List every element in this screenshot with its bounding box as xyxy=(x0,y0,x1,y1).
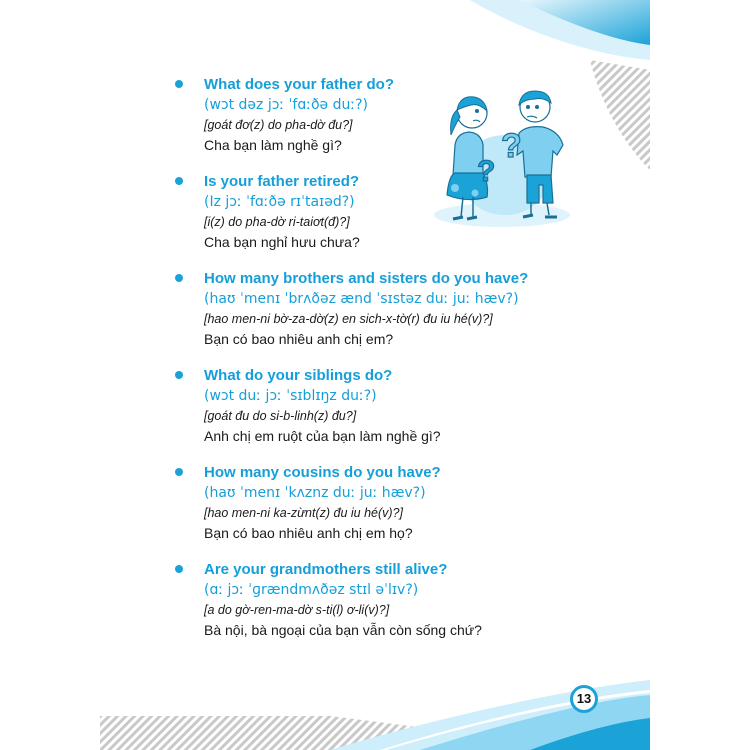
ipa-text: (haʊ ˈmenɪ ˈbrʌðəz ænd ˈsɪstəz duː juː hæv?) xyxy=(204,291,519,307)
confused-couple-illustration xyxy=(427,85,577,235)
pronunciation-text: [goát đu do si-b-linh(z) đu?] xyxy=(204,409,357,423)
bullet-icon xyxy=(175,274,183,282)
bullet-icon xyxy=(175,177,183,185)
phrase-entry xyxy=(175,559,575,641)
translation-text: Cha bạn nghỉ hưu chưa? xyxy=(204,234,360,250)
question-text: Are your grandmothers still alive? xyxy=(204,561,448,578)
bullet-icon xyxy=(175,80,183,88)
phrase-entry xyxy=(175,365,575,447)
ipa-text: (wɔt duː jɔː ˈsɪblɪŋz duː?) xyxy=(204,388,377,404)
question-text: How many cousins do you have? xyxy=(204,464,441,481)
ipa-text: (wɔt dəz jɔː ˈfɑːðə duː?) xyxy=(204,97,368,113)
translation-text: Bạn có bao nhiêu anh chị em họ? xyxy=(204,525,413,541)
bullet-icon xyxy=(175,371,183,379)
phrase-entry xyxy=(175,268,575,350)
pronunciation-text: [a do gờ-ren-ma-dờ s-ti(l) ơ-li(v)?] xyxy=(204,603,390,617)
phrase-entry xyxy=(175,462,575,544)
pronunciation-text: [hao men-ni ka-zừnt(z) đu iu hé(v)?] xyxy=(204,506,403,520)
question-text: How many brothers and sisters do you have? xyxy=(204,270,529,287)
translation-text: Anh chị em ruột của bạn làm nghề gì? xyxy=(204,428,441,444)
question-text: What do your siblings do? xyxy=(204,367,393,384)
bullet-icon xyxy=(175,565,183,573)
translation-text: Cha bạn làm nghề gì? xyxy=(204,137,342,153)
question-text: Is your father retired? xyxy=(204,173,360,190)
bullet-icon xyxy=(175,468,183,476)
pronunciation-text: [hao men-ni bờ-za-dờ(z) en sich-x-tờ(r) đu iu hé(v)?] xyxy=(204,312,493,326)
right-stripes xyxy=(590,60,650,170)
svg-text:?: ? xyxy=(501,127,522,165)
ipa-text: (Iz jɔː ˈfɑːðə rɪˈtaɪəd?) xyxy=(204,194,355,210)
ipa-text: (haʊ ˈmenɪ ˈkʌznz duː juː hæv?) xyxy=(204,485,426,501)
ipa-text: (ɑː jɔː ˈɡrændmʌðəz stɪl əˈlɪv?) xyxy=(204,582,419,598)
question-text: What does your father do? xyxy=(204,76,395,93)
pronunciation-text: [i(z) do pha-dờ ri-taiơt(đ)?] xyxy=(204,215,350,229)
translation-text: Bà nội, bà ngoại của bạn vẫn còn sống chứ? xyxy=(204,622,482,638)
translation-text: Bạn có bao nhiêu anh chị em? xyxy=(204,331,394,347)
svg-text:?: ? xyxy=(477,155,496,188)
pronunciation-text: [goát đơ(z) do pha-dờ đu?] xyxy=(204,118,353,132)
page-number-badge: 13 xyxy=(570,685,598,713)
